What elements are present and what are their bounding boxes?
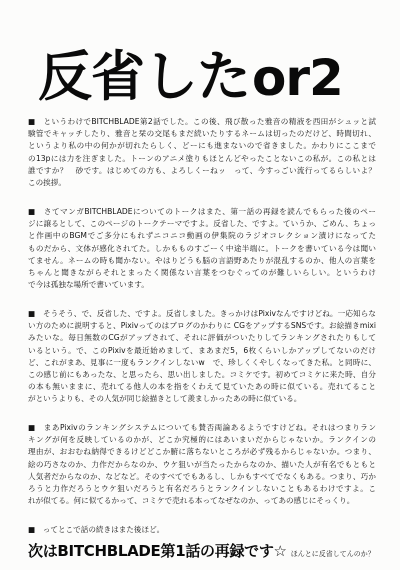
text-line: ど、これがまあ、見事に一度もランクインしないw で、珍しくくやしくなってきた私。と同時に、 — [28, 357, 376, 367]
next-chapter-banner — [28, 540, 378, 562]
text-line: 験管でキャッチしたり、雅音と栞の交尾もまだ続いたりするネームは切ったのだけど、時間切れ、 — [28, 129, 376, 139]
page-title-suffix: or2 — [252, 49, 343, 107]
text-line: ■ まあPixivのランキングシステムについても賛否両論あるようですけどね。それはつまりラン — [28, 423, 376, 432]
text-line: てません。ネームの時も聞かない。やはりどうも脳の言語野あたりが混乱するのか、他人の言葉を — [28, 255, 376, 265]
page-title — [38, 40, 343, 114]
text-line: ジに譲るとして、このページのトークテーマですよ。反省した、ですよ。ていうか、ごめん、ちょっ — [28, 219, 376, 229]
text-line: この感じ前にもあったな、と思ったら、思い出しました。コミケです。初めてコミケに来た時、自分 — [28, 369, 376, 379]
text-line: ちゃんと聞きながらそれとまったく関係ない言葉をつむぐってのが難しいらしい。というわけ — [28, 267, 376, 277]
text-line: みたいな。毎日無数のCGがアップされて、それに評価がついたりしてランキングされたりもして — [28, 333, 376, 343]
text-line: れが似てる。何に似てるかって、コミケで売れる本ってなぜなのか、ってあの感じにそっくり。 — [28, 496, 355, 506]
text-line: 理由が、おおむね納得できるけどどこか腑に落ちないところが必ず残るからじゃないか。つまり、 — [28, 447, 376, 457]
text-line: 絵の巧さなのか、力作だからなのか、ウケ狙いが当たったからなのか、描いた人が有名でもともと — [28, 459, 376, 469]
paragraph-4 — [28, 422, 376, 507]
text-line: の本も無いままに、売れてる他人の本を指をくわえて見ていたあの時に似ている。売れてること — [28, 382, 376, 392]
text-line: ■ というわけでBITCHBLADE第2話でした。この後、飛び散った雅音の精液を西田がシュッと試 — [28, 117, 376, 126]
text-line: キングが何を反映しているのかが、どこか究極的にはあいまいだからじゃないか。ランクインの — [28, 435, 376, 445]
text-line: 人気者だからなのか、などなど。そのすべてでもあるし、しかもすべてでなくもある。つまり、巧か — [28, 471, 376, 481]
text-line: ろうと力作だろうとウケ狙いだろうと有名だろうとランクインしないこともあるわけですよ。こ — [28, 483, 376, 493]
text-line: 誰ですか？ 砂です。はじめての方も、よろしくーねッ って、今すっごい流行ってるらしいよ？ — [28, 165, 376, 175]
text-line: い方のために説明すると、Pixivってのはブログのかわりに CGをアップするSNSです。お絵描きmixi — [28, 321, 376, 331]
text-line: というより私の中の何かが切れたらしく、どーにも進まないので省きました。かわりにここまで — [28, 141, 376, 151]
text-line: いるという。で、このPixivを最近始めまして、まあまだ5，6枚くらいしかアップしてないのだけ — [28, 345, 376, 355]
text-line: ものだから、文体が感化されてた。しかもものすごーく中途半端に。トークを書いている今は聞い — [28, 243, 376, 253]
aside-remark: ほんとに反省してんのか？ — [290, 550, 375, 558]
paragraph-2 — [28, 206, 376, 291]
text-line: ■ さてマンガBITCHBLADEについてのトークはまた、第一話の再録を読んでもらった後のペー — [28, 207, 376, 216]
text-line: の13pには力を注ぎました。トーンのアニメ塗りもほとんどやったことないこの私が。この私とは — [28, 153, 376, 163]
text-line: ■ そうそう、で、反省した、ですよ。反省しました。きっかけはPixivなんですけどね。一応知らな — [28, 309, 376, 318]
text-line: と作画中のBGMでご多分にもれずニコニコ動画の伊集院のラジオコレクション漬けになってた — [28, 231, 376, 241]
text-line: がというよりも、その人気が同じ絵描きとして羨ましかったあの時に似ている。 — [28, 394, 302, 404]
paragraph-3 — [28, 308, 376, 406]
text-line: で今は孤独な場所で書いています。 — [28, 280, 149, 290]
text-line: ■ ってとこで話の続きはまた後ほど。 — [28, 525, 165, 534]
next-chapter-heading: 次はBITCHBLADE第1話の再録です☆ — [28, 542, 287, 560]
page-title-main: 反省した — [38, 45, 250, 108]
text-line: この挨拶。 — [28, 177, 66, 187]
paragraph-5 — [28, 524, 376, 536]
paragraph-1 — [28, 116, 376, 189]
